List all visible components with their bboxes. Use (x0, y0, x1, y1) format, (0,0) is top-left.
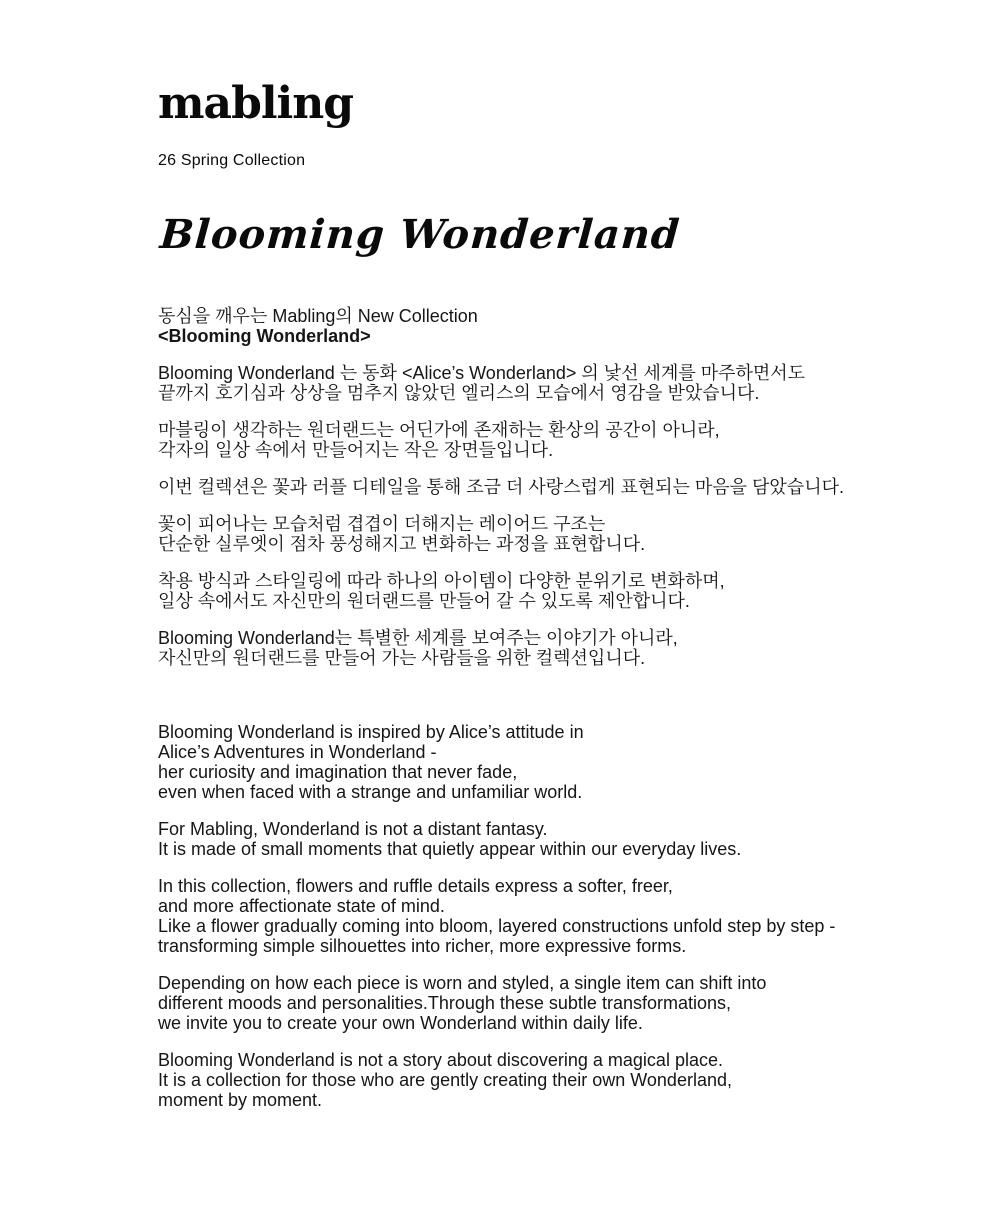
paragraph (158, 722, 880, 802)
paragraph (158, 628, 880, 668)
paragraph (158, 819, 880, 859)
text-line: 자신만의 원더랜드를 만들어 가는 사람들을 위한 컬렉션입니다. (158, 648, 646, 668)
text-line: <Blooming Wonderland> (158, 326, 371, 346)
text-line: Blooming Wonderland is inspired by Alice’s attitude in (158, 722, 584, 742)
text-line: It is a collection for those who are gently creating their own Wonderland, (158, 1070, 732, 1090)
text-line: 끝까지 호기심과 상상을 멈추지 않았던 엘리스의 모습에서 영감을 받았습니다. (158, 383, 760, 403)
korean-section (158, 306, 880, 668)
text-line: For Mabling, Wonderland is not a distant fantasy. (158, 819, 548, 839)
brand-logo: mabling (158, 78, 354, 129)
text-line: and more affectionate state of mind. (158, 896, 445, 916)
text-line: 착용 방식과 스타일링에 따라 하나의 아이템이 다양한 분위기로 변화하며, (158, 571, 725, 591)
text-line: Blooming Wonderland is not a story about discovering a magical place. (158, 1050, 723, 1070)
paragraph (158, 1050, 880, 1110)
paragraph (158, 973, 880, 1033)
text-line: In this collection, flowers and ruffle details express a softer, freer, (158, 876, 673, 896)
text-line: Blooming Wonderland는 특별한 세계를 보여주는 이야기가 아니라, (158, 628, 678, 648)
text-line: 마블링이 생각하는 원더랜드는 어딘가에 존재하는 환상의 공간이 아니라, (158, 420, 720, 440)
text-line: 이번 컬렉션은 꽃과 러플 디테일을 통해 조금 더 사랑스럽게 표현되는 마음을 담았습니다. (158, 477, 844, 497)
paragraph (158, 363, 880, 403)
text-line: transforming simple silhouettes into richer, more expressive forms. (158, 936, 687, 956)
paragraph (158, 876, 880, 956)
text-line: we invite you to create your own Wonderland within daily life. (158, 1013, 643, 1033)
text-line: Like a flower gradually coming into bloom, layered constructions unfold step by step - (158, 916, 836, 936)
text-line: 꽃이 피어나는 모습처럼 겹겹이 더해지는 레이어드 구조는 (158, 514, 606, 534)
text-line: 단순한 실루엣이 점차 풍성해지고 변화하는 과정을 표현합니다. (158, 534, 646, 554)
text-line: 일상 속에서도 자신만의 원더랜드를 만들어 갈 수 있도록 제안합니다. (158, 591, 690, 611)
text-line: Blooming Wonderland 는 동화 <Alice’s Wonderland> 의 낯선 세계를 마주하면서도 (158, 363, 806, 383)
text-line: her curiosity and imagination that never fade, (158, 762, 518, 782)
english-section (158, 722, 880, 1110)
paragraph (158, 514, 880, 554)
text-line: Depending on how each piece is worn and styled, a single item can shift into (158, 973, 767, 993)
collection-title: Blooming Wonderland (158, 211, 682, 258)
text-line: 동심을 깨우는 Mabling의 New Collection (158, 306, 478, 326)
text-line: 각자의 일상 속에서 만들어지는 작은 장면들입니다. (158, 440, 554, 460)
text-line: even when faced with a strange and unfamiliar world. (158, 782, 583, 802)
text-line: Alice’s Adventures in Wonderland - (158, 742, 437, 762)
paragraph (158, 477, 880, 497)
paragraph (158, 420, 880, 460)
text-line: moment by moment. (158, 1090, 323, 1110)
text-line: different moods and personalities.Through these subtle transformations, (158, 993, 731, 1013)
paragraph (158, 306, 880, 346)
collection-label: 26 Spring Collection (158, 152, 306, 169)
text-line: It is made of small moments that quietly appear within our everyday lives. (158, 839, 742, 859)
paragraph (158, 571, 880, 611)
